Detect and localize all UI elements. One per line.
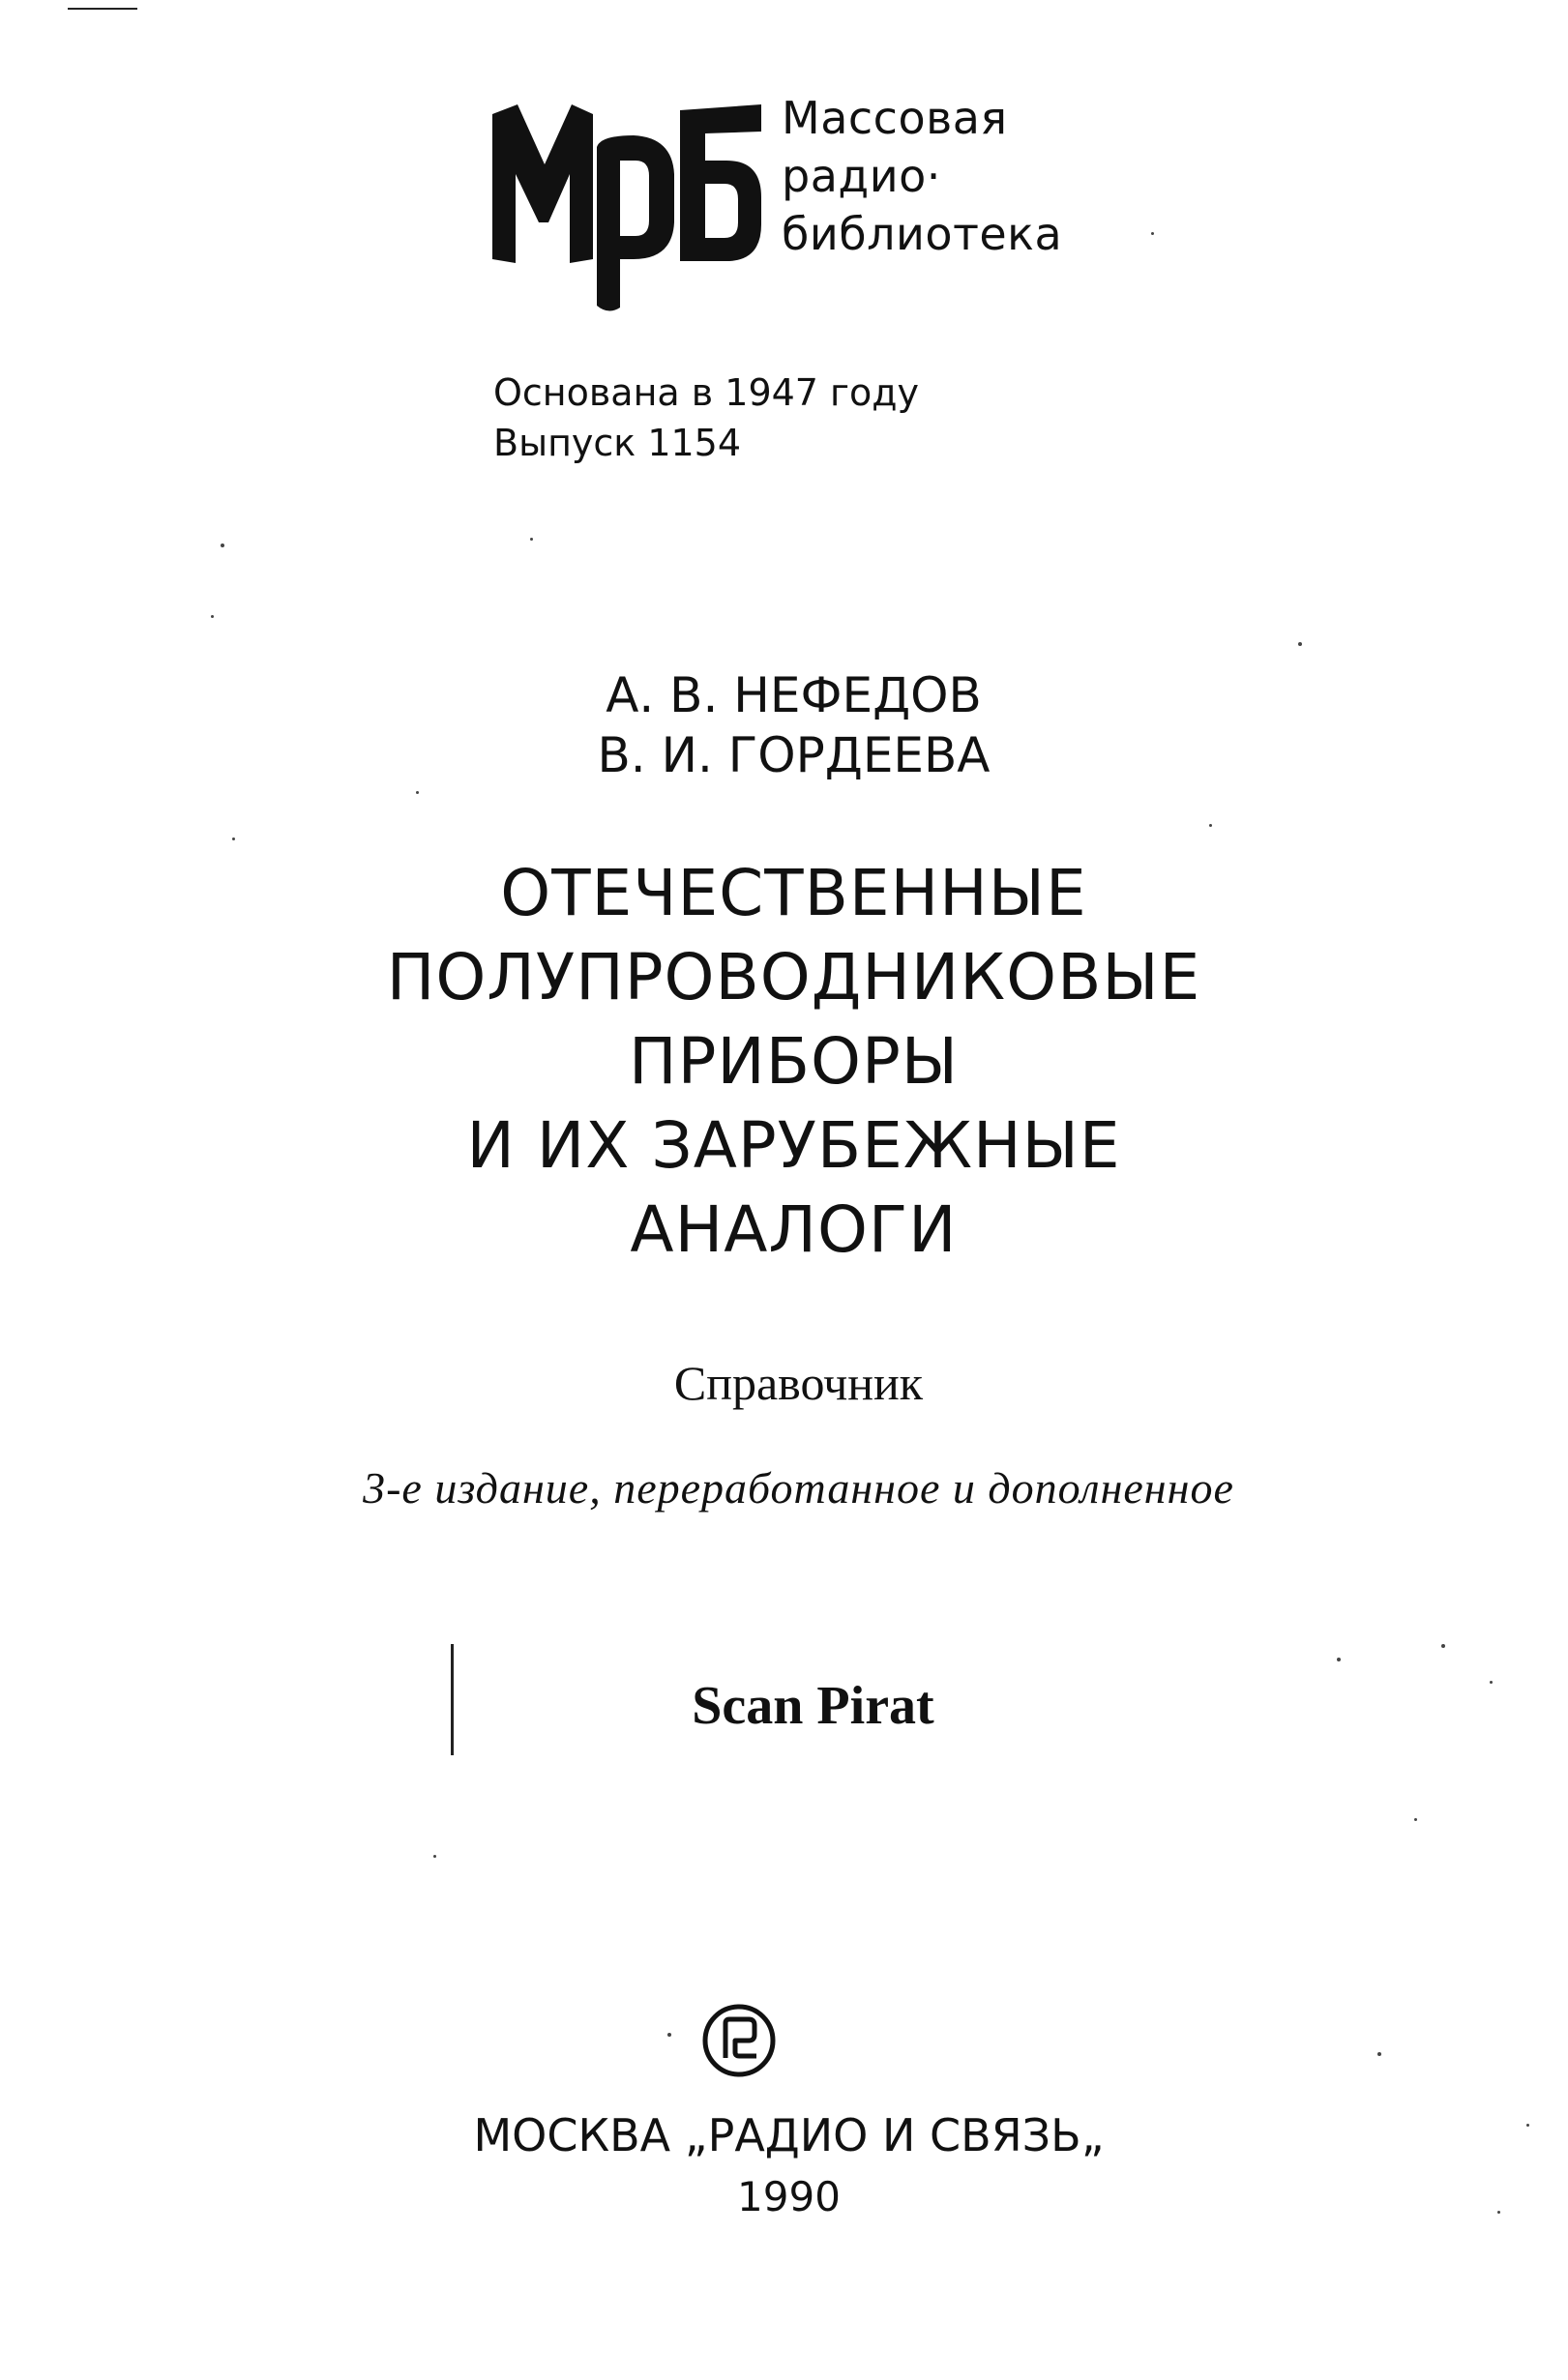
scan-speck bbox=[416, 791, 419, 794]
author-1: А. В. НЕФЕДОВ bbox=[606, 667, 982, 723]
series-logo-icon bbox=[488, 97, 765, 314]
title-line-3: ПРИБОРЫ bbox=[628, 1024, 960, 1099]
scan-speck bbox=[221, 544, 224, 547]
scan-speck bbox=[1298, 642, 1302, 646]
scan-speck bbox=[232, 837, 235, 840]
scan-speck bbox=[211, 615, 214, 618]
scan-speck bbox=[1209, 824, 1212, 827]
scan-speck bbox=[667, 2033, 671, 2037]
series-info bbox=[493, 367, 919, 468]
scan-note: Scan Pirat bbox=[692, 1676, 934, 1736]
scan-speck bbox=[1337, 1658, 1341, 1661]
series-name-line-2: радио· bbox=[782, 150, 941, 202]
scan-speck bbox=[1526, 2124, 1529, 2127]
scan-speck bbox=[433, 1855, 436, 1858]
title-line-2: ПОЛУПРОВОДНИКОВЫЕ bbox=[386, 940, 1201, 1014]
scan-speck bbox=[1441, 1644, 1445, 1648]
scan-speck bbox=[1377, 2052, 1381, 2056]
scan-speck bbox=[1490, 1681, 1493, 1684]
scan-speck bbox=[1151, 232, 1154, 235]
issue-number: Выпуск 1154 bbox=[493, 422, 742, 464]
publication-year: 1990 bbox=[737, 2173, 841, 2220]
book-type: Справочник bbox=[673, 1356, 924, 1410]
book-title bbox=[0, 851, 1568, 1272]
title-line-1: ОТЕЧЕСТВЕННЫЕ bbox=[500, 856, 1087, 930]
publisher-line: МОСКВА „РАДИО И СВЯЗЬ„ bbox=[473, 2109, 1105, 2161]
title-line-5: АНАЛОГИ bbox=[630, 1192, 958, 1267]
scan-speck bbox=[1414, 1818, 1417, 1821]
founded-line: Основана в 1947 году bbox=[493, 371, 920, 414]
edition-note: 3-е издание, переработанное и дополненное bbox=[363, 1463, 1234, 1513]
scan-edge-rule bbox=[68, 8, 137, 10]
publisher-copyright-mark-icon bbox=[700, 2002, 778, 2079]
series-name-line-3: библиотека bbox=[782, 208, 1063, 260]
title-line-4: И ИХ ЗАРУБЕЖНЫЕ bbox=[466, 1108, 1121, 1183]
scan-speck bbox=[530, 538, 533, 541]
scan-speck bbox=[1497, 2211, 1500, 2214]
series-name-line-1: Массовая bbox=[782, 92, 1008, 144]
authors bbox=[0, 665, 1568, 785]
author-2: В. И. ГОРДЕЕВА bbox=[597, 727, 991, 783]
series-name bbox=[782, 89, 1062, 263]
